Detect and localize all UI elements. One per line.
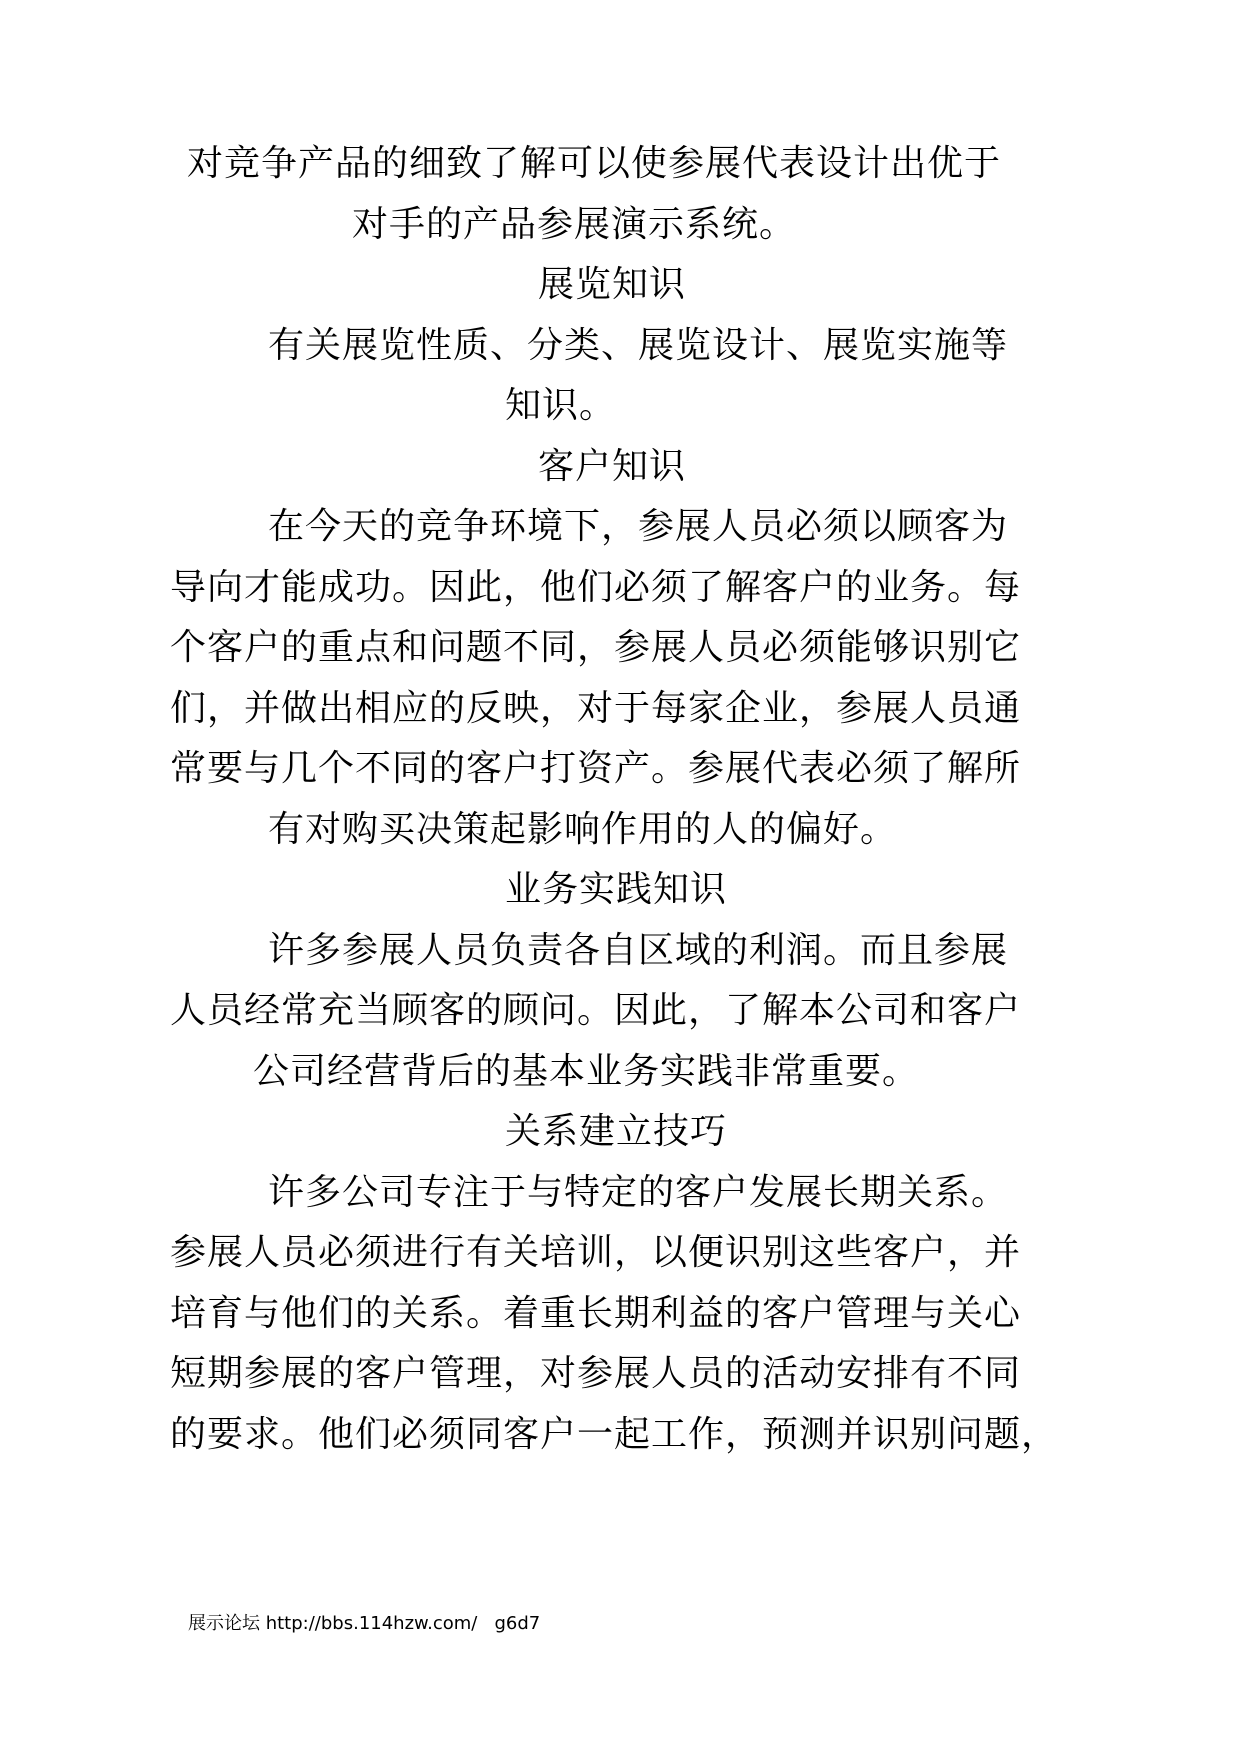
body-line: 对竞争产品的细致了解可以使参展代表设计出优于 [187,143,1002,184]
body-line: 导向才能成功。因此，他们必须了解客户的业务。每 [170,567,1022,608]
body-line: 的要求。他们必须同客户一起工作，预测并识别问题， [170,1414,1059,1455]
body-line: 在今天的竞争环境下，参展人员必须以顾客为 [268,506,1009,547]
body-line: 公司经营背后的基本业务实践非常重要。 [253,1051,920,1092]
body-line: 许多公司专注于与特定的客户发展长期关系。 [268,1172,1009,1213]
body-line: 有对购买决策起影响作用的人的偏好。 [268,809,898,850]
section-heading: 客户知识 [538,446,687,487]
section-heading: 展览知识 [538,264,687,305]
section-heading: 关系建立技巧 [505,1111,728,1152]
body-line: 人员经常充当顾客的顾问。因此，了解本公司和客户 [170,990,1022,1031]
body-line: 常要与几个不同的客户打资产。参展代表必须了解所 [170,748,1022,789]
section-heading: 业务实践知识 [505,869,728,910]
body-line: 短期参展的客户管理，对参展人员的活动安排有不同 [170,1353,1022,1394]
page-footer: 展示论坛 http://bbs.114hzw.com/ g6d7 [188,1613,541,1634]
body-line: 许多参展人员负责各自区域的利润。而且参展 [268,930,1009,971]
body-line: 培育与他们的关系。着重长期利益的客户管理与关心 [170,1293,1022,1334]
body-line: 对手的产品参展演示系统。 [352,204,797,245]
body-line: 有关展览性质、分类、展览设计、展览实施等 [268,325,1009,366]
body-line: 个客户的重点和问题不同，参展人员必须能够识别它 [170,627,1022,668]
body-line: 知识。 [505,385,617,426]
body-line: 参展人员必须进行有关培训，以便识别这些客户，并 [170,1232,1022,1273]
body-line: 们，并做出相应的反映，对于每家企业，参展人员通 [170,688,1022,729]
